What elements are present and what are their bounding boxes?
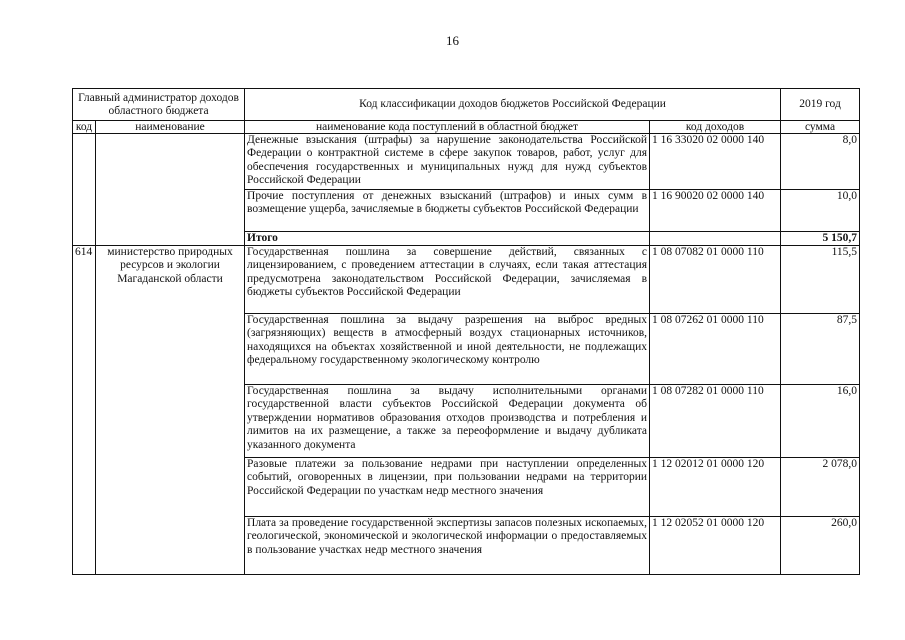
row-description: Денежные взыскания (штрафы) за нарушение законодательства Российской Федерации о контрактной системе в сфере закупок товаров, работ, услуг для обеспечения государственных и муниципальных нужд для нужд субъектов Российской Федерации (245, 134, 650, 190)
row-sum: 16,0 (781, 385, 860, 458)
row-income-code: 1 08 07282 01 0000 110 (650, 385, 781, 458)
budget-income-table (72, 88, 860, 575)
row-sum: 10,0 (781, 190, 860, 232)
admin-name: министерство природных ресурсов и экологии Магаданской области (96, 246, 245, 575)
header-income-code: код доходов (650, 121, 781, 134)
row-income-code: 1 12 02012 01 0000 120 (650, 458, 781, 517)
total-sum: 5 150,7 (781, 232, 860, 246)
header-classification: Код классификации доходов бюджетов Российской Федерации (245, 89, 781, 121)
table-row (73, 246, 860, 314)
row-description: Государственная пошлина за совершение действий, связанных с лицензированием, с проведением аттестации в случаях, если такая аттестация предусмотрена законодательством Российской Федерации, зачисляемая в бюджеты субъектов Российской Федерации (245, 246, 650, 314)
total-code (650, 232, 781, 246)
row-description: Государственная пошлина за выдачу исполнительными органами государственной власти субъектов Российской Федерации документа об утверждении нормативов образования отходов производства и потребления и лимитов на их размещение, а также за переоформление и выдачу дубликата указанного документа (245, 385, 650, 458)
header-income-name: наименование кода поступлений в областной бюджет (245, 121, 650, 134)
header-name: наименование (96, 121, 245, 134)
row-sum: 260,0 (781, 517, 860, 575)
row-admin-name (96, 134, 245, 246)
row-description: Прочие поступления от денежных взысканий (штрафов) и иных сумм в возмещение ущерба, зачисляемые в бюджеты субъектов Российской Федерации (245, 190, 650, 232)
header-kod: код (73, 121, 96, 134)
admin-kod: 614 (73, 246, 96, 575)
row-sum: 8,0 (781, 134, 860, 190)
row-description: Плата за проведение государственной экспертизы запасов полезных ископаемых, геологической, экономической и экологической информации о предоставляемых в пользование участках недр местного значения (245, 517, 650, 575)
row-sum: 87,5 (781, 314, 860, 385)
row-kod (73, 134, 96, 246)
table-row (73, 134, 860, 190)
row-income-code: 1 16 33020 02 0000 140 (650, 134, 781, 190)
total-label: Итого (245, 232, 650, 246)
row-income-code: 1 16 90020 02 0000 140 (650, 190, 781, 232)
row-description: Разовые платежи за пользование недрами при наступлении определенных событий, оговоренных в лицензии, при пользовании недрами на территории Российской Федерации по участкам недр местного значения (245, 458, 650, 517)
header-year: 2019 год (781, 89, 860, 121)
row-income-code: 1 12 02052 01 0000 120 (650, 517, 781, 575)
row-sum: 2 078,0 (781, 458, 860, 517)
page-number: 16 (446, 33, 459, 48)
row-income-code: 1 08 07082 01 0000 110 (650, 246, 781, 314)
table-subheader-row (73, 121, 860, 134)
header-admin-group: Главный администратор доходов областного бюджета (73, 89, 245, 121)
row-sum: 115,5 (781, 246, 860, 314)
table-header-row (73, 89, 860, 121)
header-sum: сумма (781, 121, 860, 134)
row-income-code: 1 08 07262 01 0000 110 (650, 314, 781, 385)
row-description: Государственная пошлина за выдачу разрешения на выброс вредных (загрязняющих) веществ в атмосферный воздух стационарных источников, находящихся на объектах хозяйственной и иной деятельности, не подлежащих федеральному государственному экологическому контролю (245, 314, 650, 385)
